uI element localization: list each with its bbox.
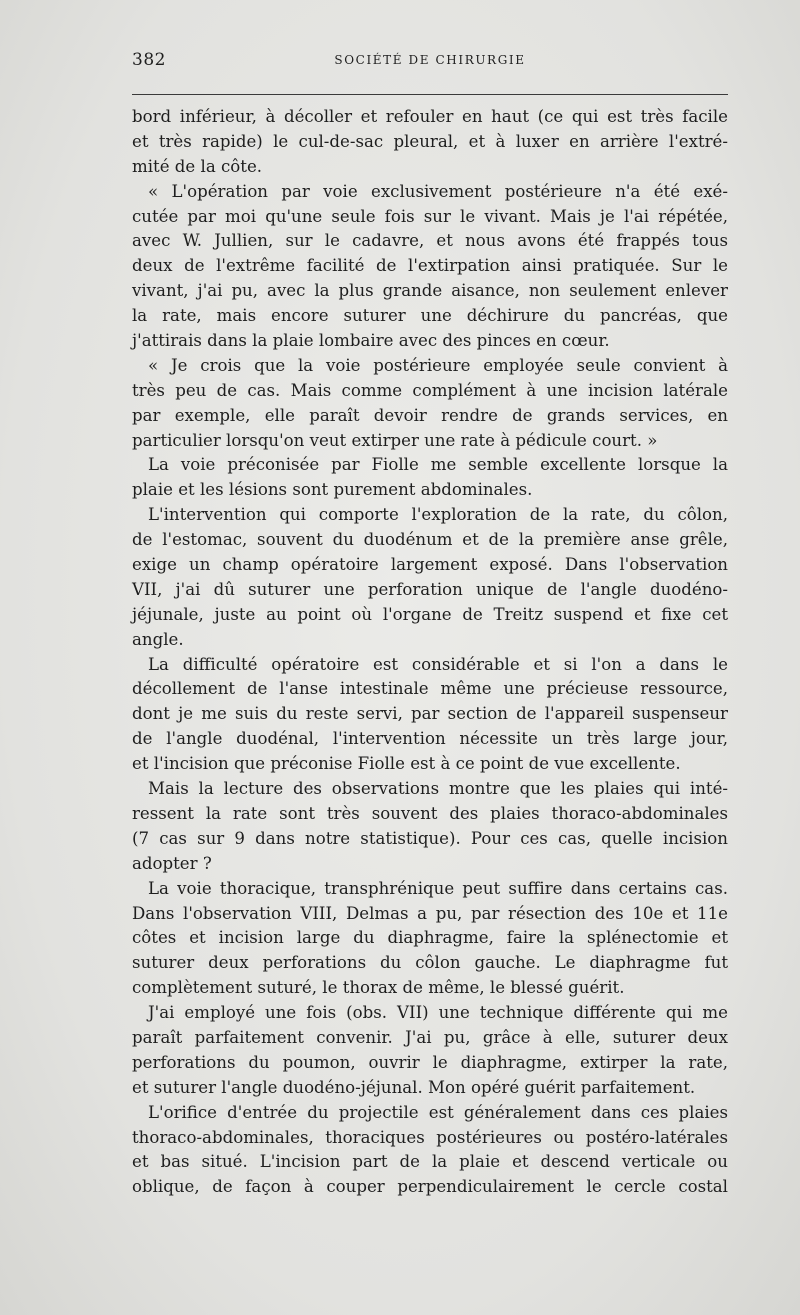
text-line: particulier lorsqu'on veut extirper une rate à pédicule court. » (132, 430, 658, 450)
text-line: de l'angle duodénal, l'intervention nécessite un très large jour, (132, 729, 728, 749)
text-line: côtes et incision large du diaphragme, faire la splénectomie et (132, 928, 728, 948)
text-line: plaie et les lésions sont purement abdominales. (132, 480, 533, 500)
text-line: La voie préconisée par Fiolle me semble excellente lorsque la (148, 455, 728, 475)
text-line: et bas situé. L'incision part de la plaie et descend verticale ou (132, 1152, 728, 1172)
text-line: L'orifice d'entrée du projectile est généralement dans ces plaies (148, 1102, 728, 1122)
text-line: et suturer l'angle duodéno-jéjunal. Mon opéré guérit parfaitement. (132, 1077, 696, 1097)
body-text (132, 105, 728, 1200)
text-line: de l'estomac, souvent du duodénum et de la première anse grêle, (132, 530, 728, 550)
text-line: jéjunale, juste au point où l'organe de Treitz suspend et fixe cet (132, 604, 728, 624)
text-line: par exemple, elle paraît devoir rendre de grands services, en (132, 405, 728, 425)
text-line: suturer deux perforations du côlon gauche. Le diaphragme fut (132, 953, 728, 973)
text-line: et très rapide) le cul-de-sac pleural, et à luxer en arrière l'extré- (132, 131, 728, 151)
text-line: bord inférieur, à décoller et refouler en haut (ce qui est très facile (132, 107, 728, 126)
text-line: j'attirais dans la plaie lombaire avec des pinces en cœur. (132, 331, 610, 351)
text-line: très peu de cas. Mais comme complément à une incision latérale (132, 380, 728, 400)
running-title: SOCIÉTÉ DE CHIRURGIE (334, 53, 526, 67)
text-line: VII, j'ai dû suturer une perforation unique de l'angle duodéno- (132, 579, 728, 599)
text-line: décollement de l'anse intestinale même une précieuse ressource, (132, 679, 728, 699)
text-line: angle. (132, 629, 184, 649)
text-line: J'ai employé une fois (obs. VII) une technique différente qui me (148, 1003, 728, 1023)
text-line: complètement suturé, le thorax de même, le blessé guérit. (132, 978, 625, 998)
text-line: oblique, de façon à couper perpendiculairement le cercle costal (132, 1177, 728, 1197)
text-line: ressent la rate sont très souvent des plaies thoraco-abdominales (132, 803, 728, 823)
text-line: paraît parfaitement convenir. J'ai pu, grâce à elle, suturer deux (132, 1027, 728, 1047)
text-line: « L'opération par voie exclusivement postérieure n'a été exé- (148, 181, 728, 201)
text-line: avec W. Jullien, sur le cadavre, et nous avons été frappés tous (132, 231, 728, 251)
text-line: (7 cas sur 9 dans notre statistique). Pour ces cas, quelle incision (132, 828, 728, 848)
text-line: Dans l'observation VIII, Delmas a pu, par résection des 10e et 11e (132, 903, 728, 923)
text-line: perforations du poumon, ouvrir le diaphragme, extirper la rate, (132, 1052, 728, 1072)
text-line: et l'incision que préconise Fiolle est à ce point de vue excellente. (132, 754, 681, 774)
text-line: la rate, mais encore suturer une déchirure du pancréas, que (132, 306, 728, 326)
text-line: « Je crois que la voie postérieure employée seule convient à (148, 355, 728, 375)
page-header (132, 50, 728, 74)
text-line: deux de l'extrême facilité de l'extirpation ainsi pratiquée. Sur le (132, 256, 728, 276)
header-rule (132, 94, 728, 95)
text-line: dont je me suis du reste servi, par section de l'appareil suspenseur (132, 704, 728, 724)
text-line: exige un champ opératoire largement exposé. Dans l'observation (132, 555, 728, 575)
text-line: Mais la lecture des observations montre que les plaies qui inté- (148, 779, 728, 799)
text-line: cutée par moi qu'une seule fois sur le vivant. Mais je l'ai répétée, (132, 206, 728, 226)
text-line: thoraco-abdominales, thoraciques postérieures ou postéro-latérales (132, 1127, 728, 1147)
page-number: 382 (132, 50, 166, 70)
text-line: vivant, j'ai pu, avec la plus grande aisance, non seulement enlever (132, 281, 728, 301)
text-line: L'intervention qui comporte l'exploration de la rate, du côlon, (148, 505, 728, 525)
text-line: adopter ? (132, 853, 212, 873)
text-line: La difficulté opératoire est considérable et si l'on a dans le (148, 654, 728, 674)
text-line: mité de la côte. (132, 156, 263, 176)
text-line: La voie thoracique, transphrénique peut suffire dans certains cas. (148, 878, 728, 898)
